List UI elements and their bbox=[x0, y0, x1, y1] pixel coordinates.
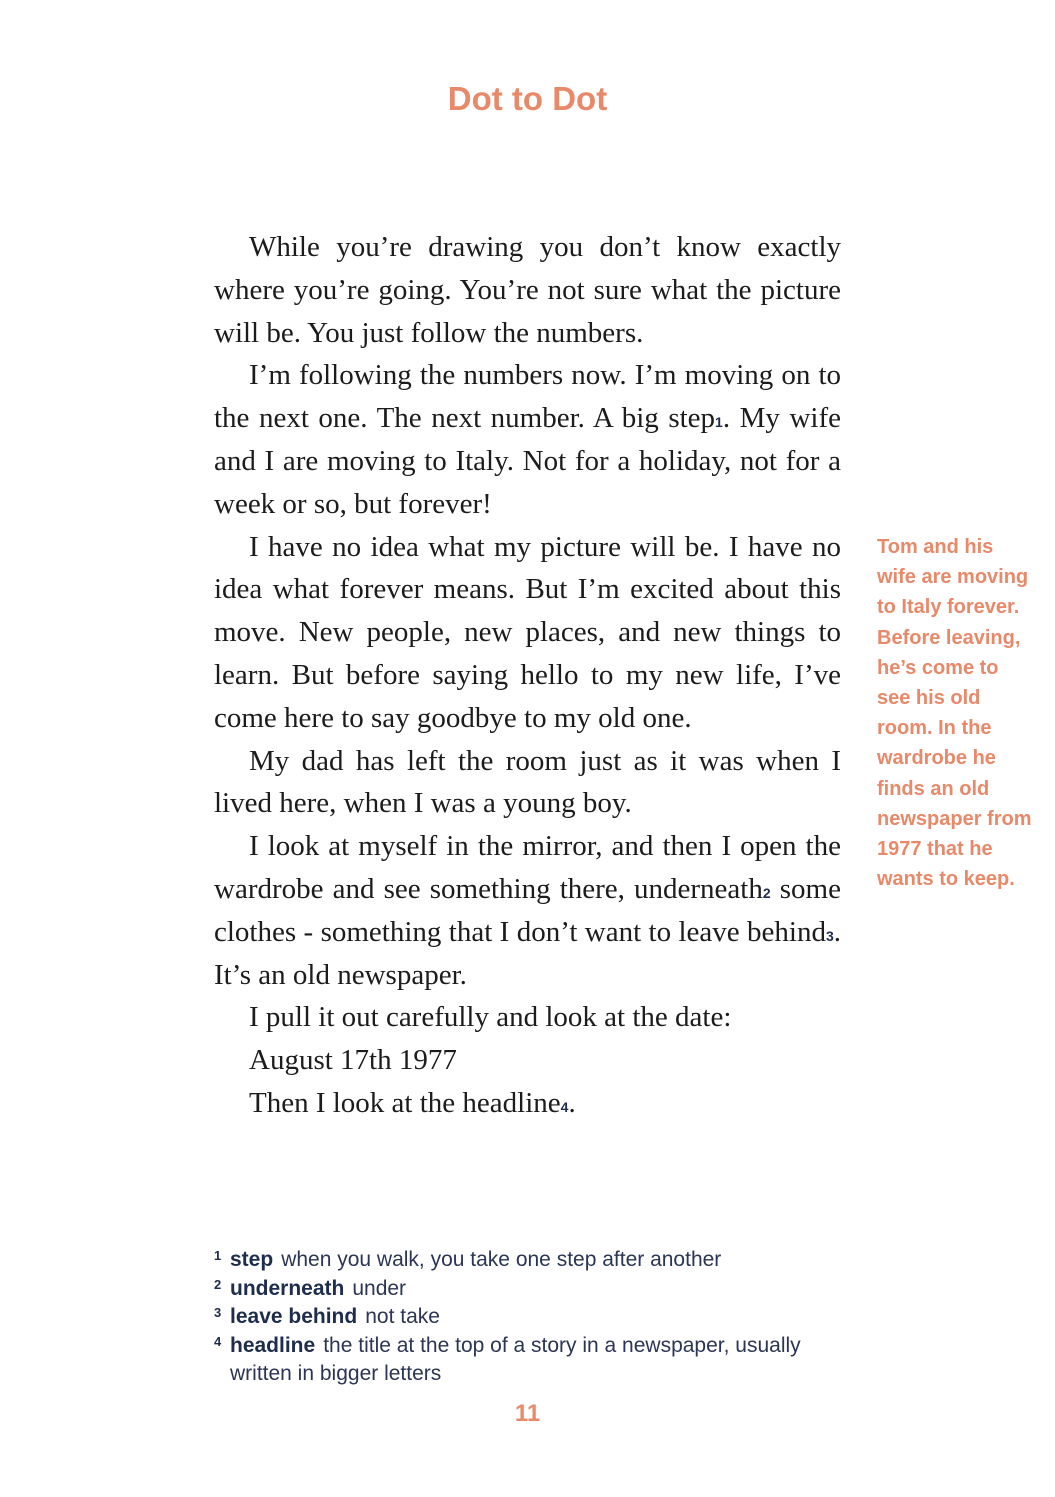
paragraph-text: I look at myself in the mirror, and then I open the wardrobe and see something there, underneath bbox=[214, 830, 841, 905]
footnotes bbox=[214, 1246, 814, 1389]
paragraph-text: . It’s an old newspaper. bbox=[214, 915, 841, 991]
paragraph: I have no idea what my picture will be. I have no idea what forever means. But I’m excited about this move. New people, new places, and new things to learn. But before saying hello to my new life, I’ve come here to say goodbye to my old one. bbox=[214, 530, 841, 734]
footnote-ref: 2 bbox=[762, 884, 771, 901]
paragraph-text: . My wife and I are moving to Italy. Not for a holiday, not for a week or so, but forever! bbox=[214, 402, 841, 520]
paragraph-text: . bbox=[568, 1086, 576, 1119]
footnote-number: 1 bbox=[214, 1248, 222, 1263]
paragraph: My dad has left the room just as it was when I lived here, when I was a young boy. bbox=[214, 744, 841, 820]
paragraph-text: Then I look at the headline bbox=[249, 1086, 561, 1119]
footnote-number: 4 bbox=[214, 1333, 222, 1349]
footnote-term: headline bbox=[230, 1333, 316, 1357]
footnote-number: 3 bbox=[214, 1305, 222, 1320]
margin-summary: Tom and his wife are moving to Italy forever. Before leaving, he’s come to see his old room. In the wardrobe he finds an old newspaper from 1977 that he wants to keep. bbox=[877, 536, 1032, 891]
footnote-item bbox=[214, 1275, 814, 1304]
footnote-term: leave behind bbox=[230, 1305, 358, 1328]
paragraph: While you’re drawing you don’t know exactly where you’re going. You’re not sure what the picture will be. You just follow the numbers. bbox=[214, 231, 841, 349]
footnote-ref: 3 bbox=[825, 927, 834, 944]
paragraph bbox=[214, 825, 841, 996]
footnote-item bbox=[214, 1246, 814, 1275]
footnote-definition: the title at the top of a story in a newspaper, usually written in bigger letters bbox=[230, 1333, 801, 1385]
footnote-ref: 4 bbox=[560, 1098, 569, 1115]
page-number: 11 bbox=[514, 1400, 541, 1427]
paragraph: August 17th 1977 bbox=[249, 1044, 457, 1077]
paragraph-text: some clothes - something that I don’t want to leave behind bbox=[214, 872, 841, 948]
paragraph bbox=[214, 1082, 841, 1125]
paragraph: I pull it out carefully and look at the date: bbox=[249, 1001, 732, 1034]
footnote-item bbox=[214, 1303, 814, 1332]
footnote-ref: 1 bbox=[715, 414, 723, 431]
footnote-item bbox=[214, 1332, 814, 1389]
paragraph-text: I’m following the numbers now. I’m moving on to the next one. The next number. A big step bbox=[214, 359, 841, 435]
footnote-definition: not take bbox=[365, 1305, 440, 1328]
page-title: Dot to Dot bbox=[447, 80, 608, 117]
story-text bbox=[214, 226, 841, 1125]
footnote-number: 2 bbox=[214, 1276, 222, 1292]
paragraph bbox=[214, 354, 841, 525]
footnote-definition: when you walk, you take one step after another bbox=[281, 1248, 722, 1271]
footnote-definition: under bbox=[352, 1276, 407, 1300]
footnote-term: underneath bbox=[230, 1276, 345, 1300]
footnote-term: step bbox=[230, 1248, 274, 1271]
